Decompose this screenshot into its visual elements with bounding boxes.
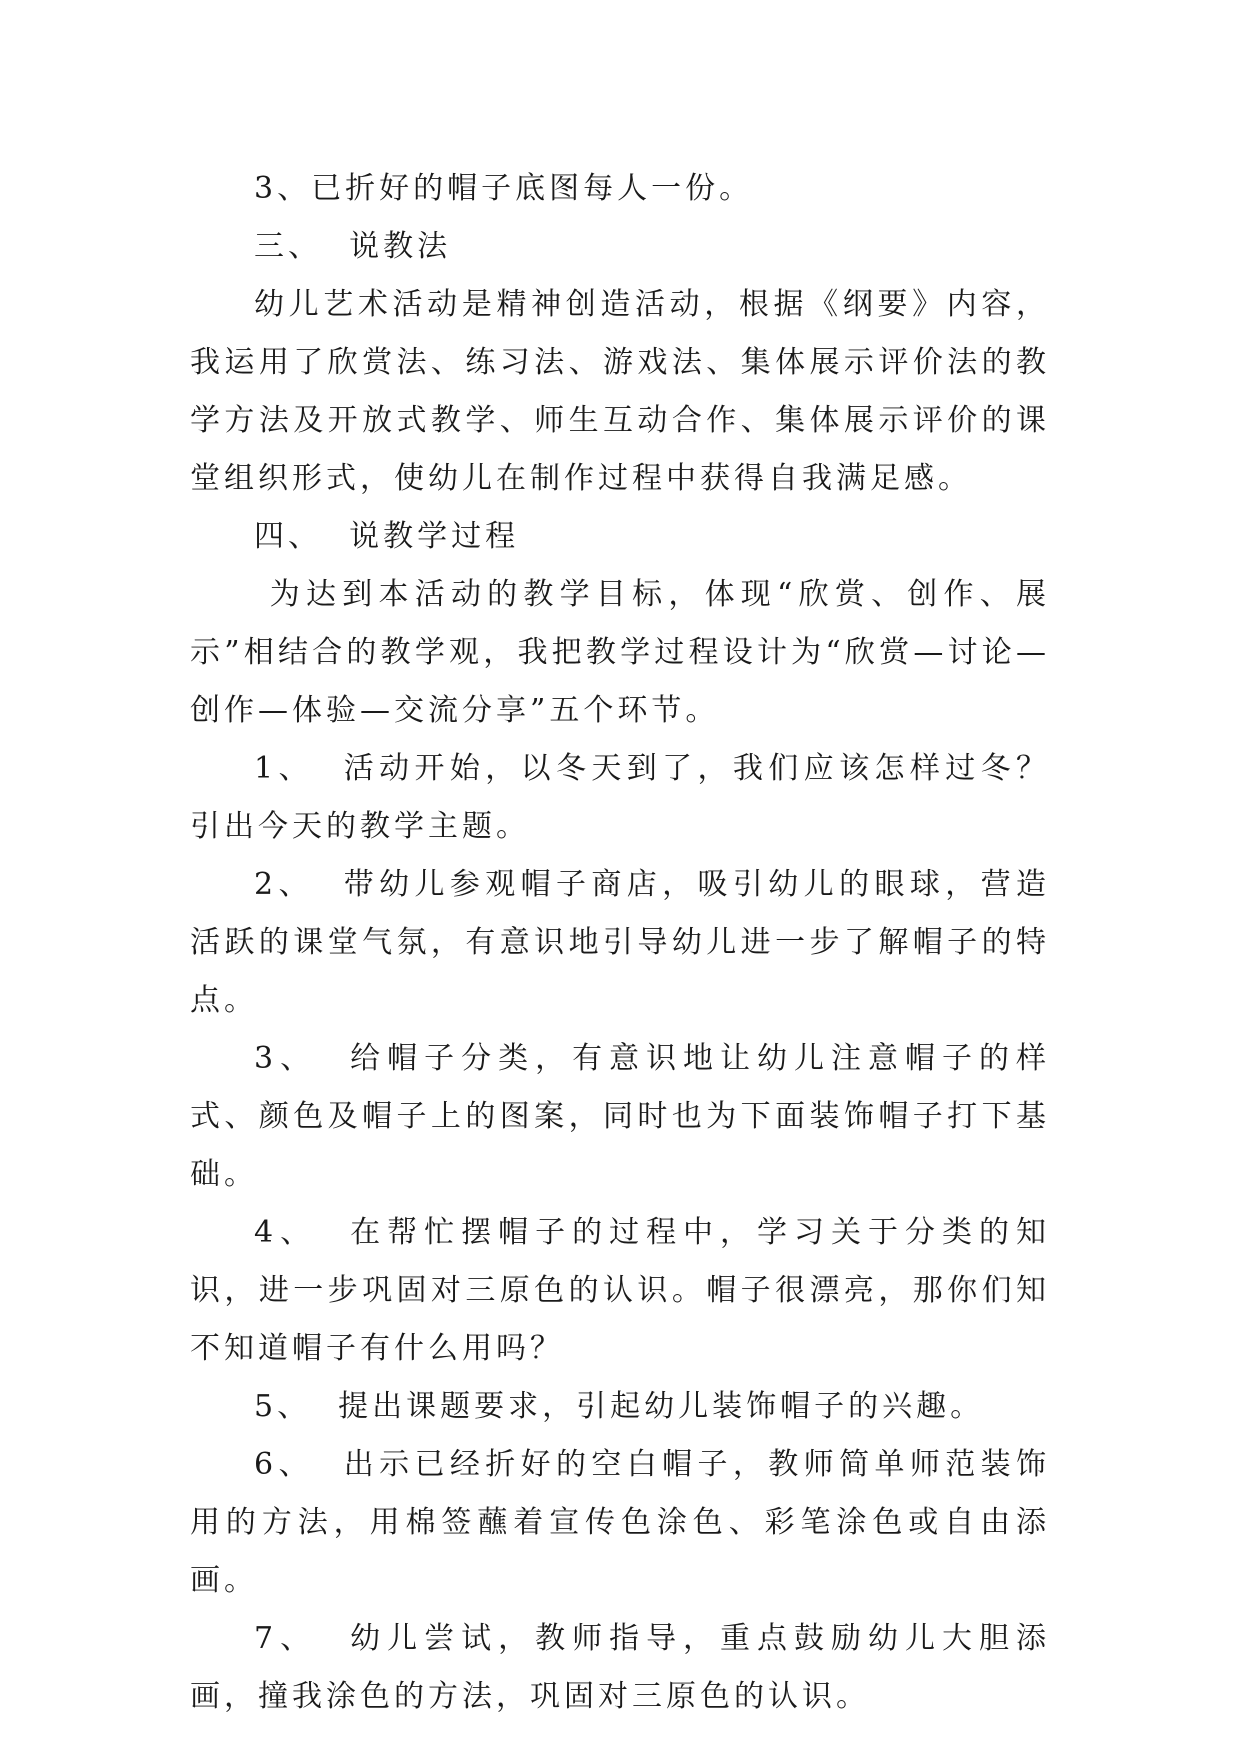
process-step-6: 6、 出示已经折好的空白帽子，教师简单师范装饰用的方法，用棉签蘸着宣传色涂色、彩笔涂色或自由添画。 [190, 1447, 1050, 1598]
process-step-1: 1、 活动开始，以冬天到了，我们应该怎样过冬？引出今天的教学主题。 [190, 751, 1050, 844]
process-step-2: 2、 带幼儿参观帽子商店，吸引幼儿的眼球，营造活跃的课堂气氛，有意识地引导幼儿进一步了解帽子的特点。 [190, 867, 1050, 1018]
process-step-5: 5、 提出课题要求，引起幼儿装饰帽子的兴趣。 [254, 1389, 985, 1424]
section-heading-teaching-methods: 三、 说教法 [254, 229, 452, 264]
teaching-process-intro: 为达到本活动的教学目标，体现“欣赏、创作、展示”相结合的教学观，我把教学过程设计为“欣赏—讨论—创作—体验—交流分享”五个环节。 [190, 577, 1050, 728]
process-step-3: 3、 给帽子分类，有意识地让幼儿注意帽子的样式、颜色及帽子上的图案，同时也为下面装饰帽子打下基础。 [190, 1041, 1050, 1192]
process-step-4: 4、 在帮忙摆帽子的过程中，学习关于分类的知识，进一步巩固对三原色的认识。帽子很漂亮，那你们知不知道帽子有什么用吗？ [190, 1215, 1050, 1366]
process-step-7: 7、 幼儿尝试，教师指导，重点鼓励幼儿大胆添画，撞我涂色的方法，巩固对三原色的认识。 [190, 1621, 1050, 1714]
teaching-methods-paragraph: 幼儿艺术活动是精神创造活动，根据《纲要》内容，我运用了欣赏法、练习法、游戏法、集体展示评价法的教学方法及开放式教学、师生互动合作、集体展示评价的课堂组织形式，使幼儿在制作过程中获得自我满足感。 [190, 287, 1050, 496]
section-heading-teaching-process: 四、 说教学过程 [254, 519, 520, 554]
material-item-3: 3、已折好的帽子底图每人一份。 [254, 171, 754, 206]
document-body [190, 160, 1050, 1726]
